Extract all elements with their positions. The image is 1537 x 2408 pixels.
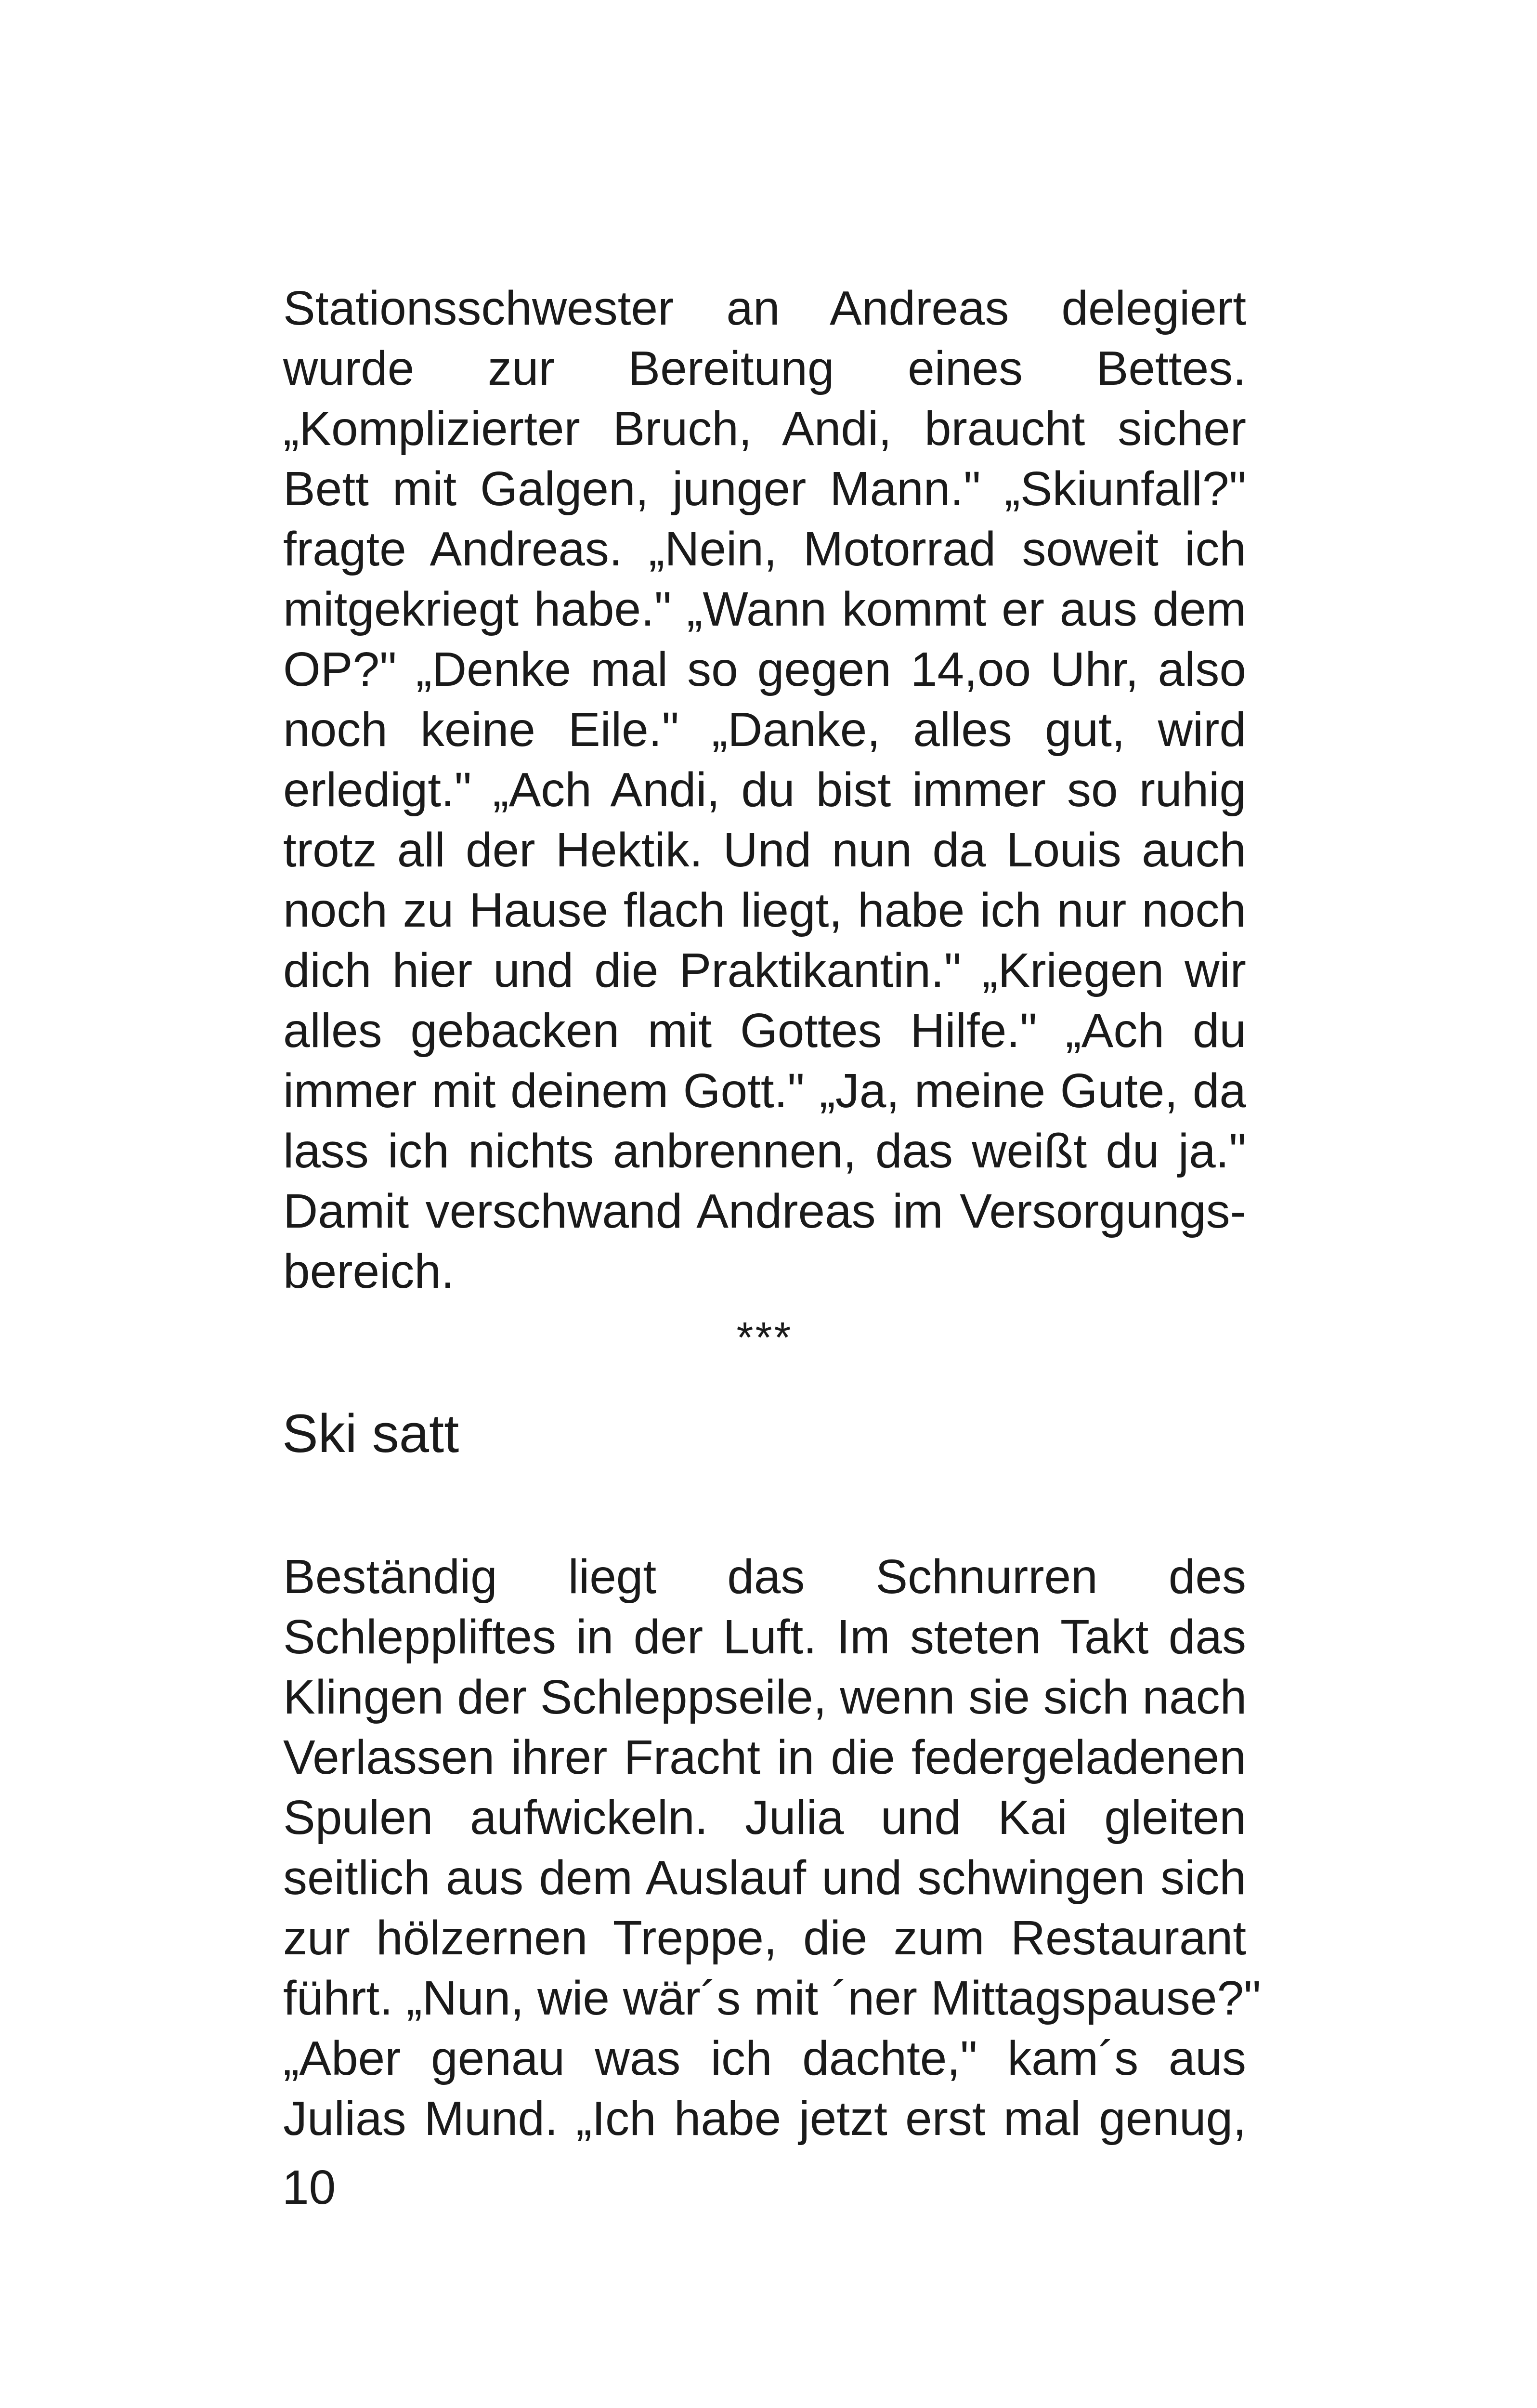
text-line: Damit verschwand Andreas im Versorgungs- — [283, 1184, 1246, 1238]
text-line: OP?" „Denke mal so gegen 14,oo Uhr, also — [283, 642, 1246, 696]
section-separator: *** — [736, 1314, 793, 1362]
text-line: noch zu Hause flach liegt, habe ich nur noch — [283, 883, 1246, 937]
page-number: 10 — [282, 2160, 336, 2214]
text-line: wurde zur Bereitung eines Bettes. — [283, 341, 1246, 395]
text-line: lass ich nichts anbrennen, das weißt du ja." — [283, 1124, 1246, 1178]
text-line: „Aber genau was ich dachte," kam´s aus — [283, 2031, 1246, 2085]
text-line: „Komplizierter Bruch, Andi, braucht sicher — [283, 402, 1246, 456]
text-line: Bett mit Galgen, junger Mann." „Skiunfall?" — [283, 462, 1246, 516]
paragraph-ski-scene — [283, 1547, 1261, 2149]
text-line: Julias Mund. „Ich habe jetzt erst mal genug, — [283, 2092, 1246, 2146]
text-line: alles gebacken mit Gottes Hilfe." „Ach du — [283, 1004, 1246, 1058]
text-line: dich hier und die Praktikantin." „Kriegen wir — [283, 943, 1246, 997]
text-line: fragte Andreas. „Nein, Motorrad soweit ich — [283, 522, 1246, 576]
text-line: trotz all der Hektik. Und nun da Louis auch — [283, 823, 1246, 877]
text-line: Schleppliftes in der Luft. Im steten Takt das — [283, 1610, 1246, 1664]
text-line: mitgekriegt habe." „Wann kommt er aus dem — [283, 582, 1246, 636]
text-line: noch keine Eile." „Danke, alles gut, wird — [283, 703, 1246, 757]
text-line: Verlassen ihrer Fracht in die federgeladenen — [283, 1730, 1246, 1784]
text-line: immer mit deinem Gott." „Ja, meine Gute, da — [283, 1064, 1246, 1118]
text-line: erledigt." „Ach Andi, du bist immer so ruhig — [283, 763, 1246, 817]
text-line: zur hölzernen Treppe, die zum Restaurant — [283, 1911, 1246, 1965]
text-line: seitlich aus dem Auslauf und schwingen sich — [283, 1851, 1246, 1905]
text-line: bereich. — [283, 1244, 455, 1298]
section-heading: Ski satt — [282, 1403, 459, 1464]
paragraph-hospital-scene — [283, 278, 1246, 1302]
text-line: Klingen der Schleppseile, wenn sie sich nach — [283, 1670, 1247, 1724]
text-line: Beständig liegt das Schnurren des — [283, 1550, 1246, 1604]
text-line: Spulen aufwickeln. Julia und Kai gleiten — [283, 1791, 1246, 1845]
text-line: Stationsschwester an Andreas delegiert — [283, 281, 1246, 335]
text-line: führt. „Nun, wie wär´s mit ´ner Mittagspause?" — [283, 1971, 1261, 2025]
